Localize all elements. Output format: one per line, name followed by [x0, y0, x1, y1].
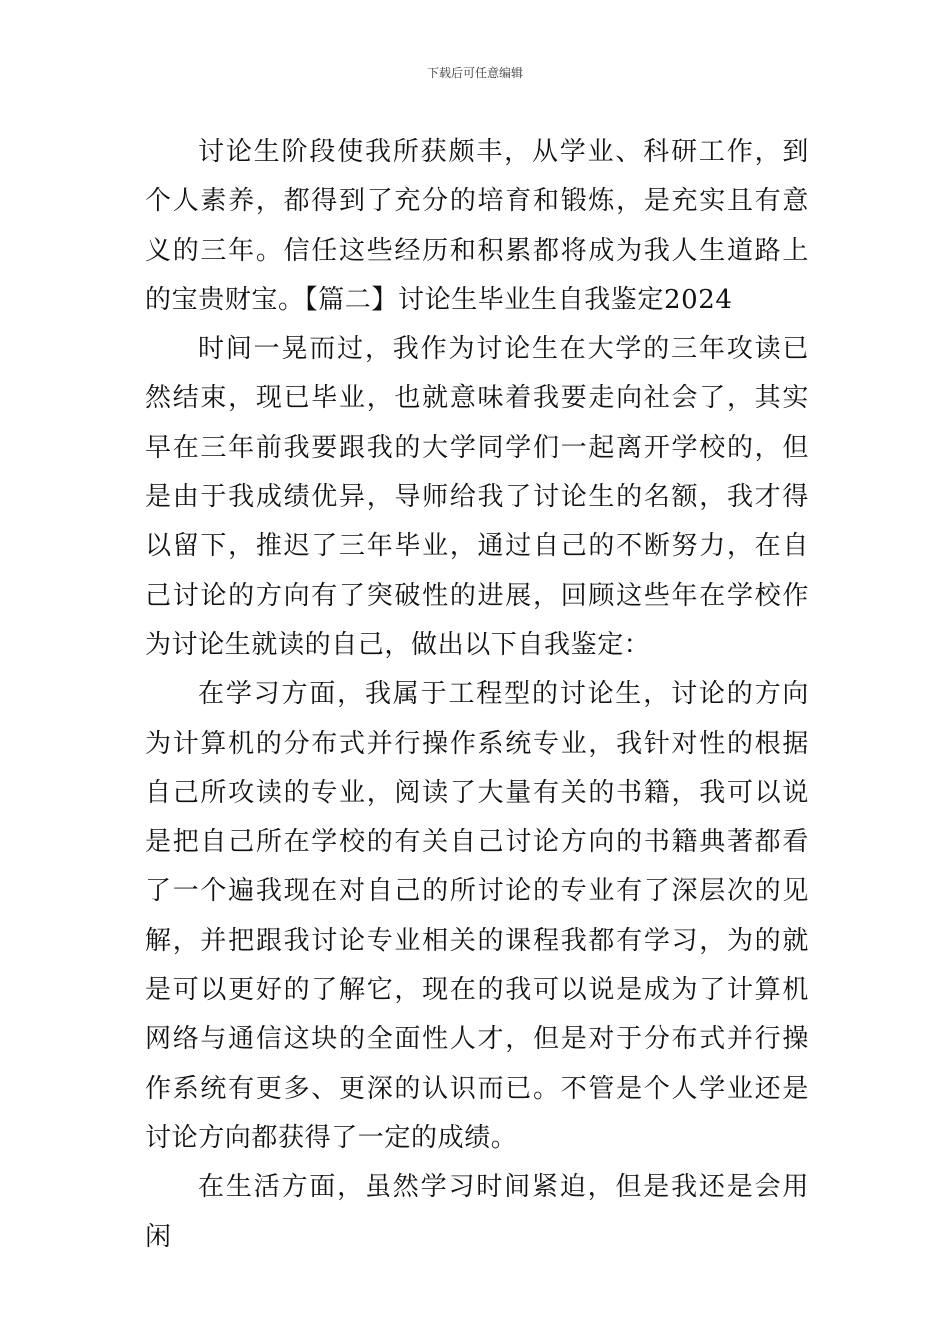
page-header: 下载后可任意编辑: [426, 66, 523, 80]
document-body: [145, 128, 809, 1262]
paragraph-2: 时间一晃而过，我作为讨论生在大学的三年攻读已然结束，现已毕业，也就意味着我要走向社会了，其实早在三年前我要跟我的大学同学们一起离开学校的，但是由于我成绩优异，导师给我了讨论生的名额，我才得以留下，推迟了三年毕业，通过自己的不断努力，在自己讨论的方向有了突破性的进展，回顾这些年在学校作为讨论生就读的自己，做出以下自我鉴定：: [145, 334, 809, 660]
paragraph-1: 讨论生阶段使我所获颇丰，从学业、科研工作，到个人素养，都得到了充分的培育和锻炼，是充实且有意义的三年。信任这些经历和积累都将成为我人生道路上的宝贵财宝。【篇二】讨论生毕业生自我鉴定2024: [145, 137, 809, 315]
paragraph-4: 在生活方面，虽然学习时间紧迫，但是我还是会用闲: [145, 1172, 809, 1252]
paragraph-3: 在学习方面，我属于工程型的讨论生，讨论的方向为计算机的分布式并行操作系统专业，我针对性的根据自己所攻读的专业，阅读了大量有关的书籍，我可以说是把自己所在学校的有关自己讨论方向的书籍典著都看了一个遍我现在对自己的所讨论的专业有了深层次的见解，并把跟我讨论专业相关的课程我都有学习，为的就是可以更好的了解它，现在的我可以说是成为了计算机网络与通信这块的全面性人才，但是对于分布式并行操作系统有更多、更深的认识而已。不管是个人学业还是讨论方向都获得了一定的成绩。: [145, 679, 809, 1153]
